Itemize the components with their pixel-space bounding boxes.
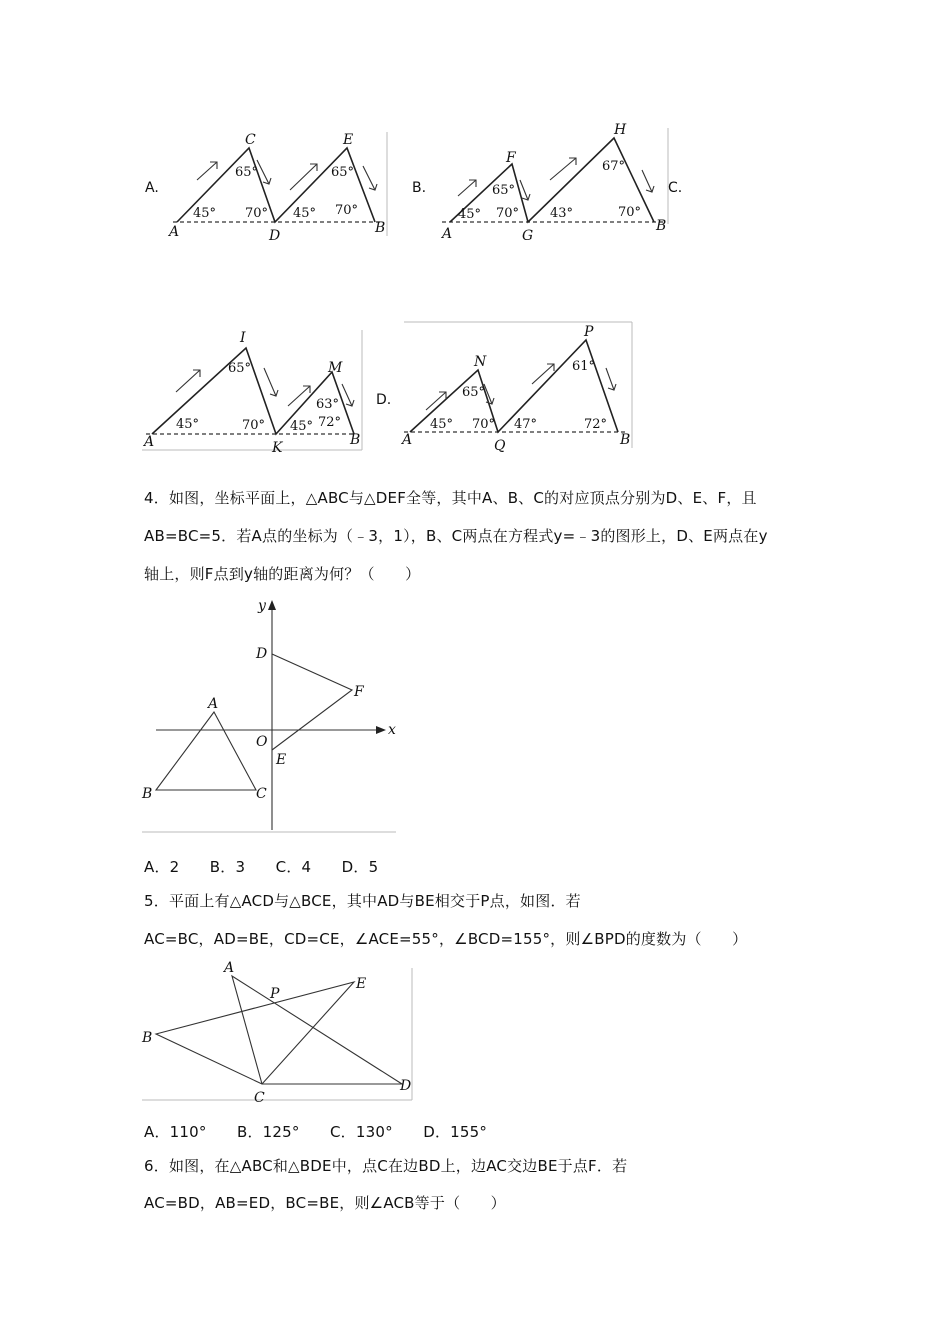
option-d-angle-2: 65° xyxy=(462,385,486,400)
q5-point-b-label: B xyxy=(142,1030,153,1046)
option-b-vertex-5: B xyxy=(656,218,667,234)
option-c-angle-3: 70° xyxy=(242,418,266,433)
option-d-angle-6: 72° xyxy=(584,417,608,432)
option-a-angle-2: 65° xyxy=(235,165,259,180)
option-c-letter[interactable]: C. xyxy=(668,180,683,196)
option-d-vertex-5: B xyxy=(620,432,631,448)
option-a-vertex-5: B xyxy=(375,220,386,236)
option-b-letter[interactable]: B. xyxy=(412,180,427,196)
option-b-angle-6: 70° xyxy=(618,205,642,220)
point-f-label: F xyxy=(354,684,364,700)
option-d-angle-5: 61° xyxy=(572,359,596,374)
q5-point-d-label: D xyxy=(400,1078,412,1094)
option-d-vertex-3: Q xyxy=(494,438,506,454)
option-c-angle-5: 63° xyxy=(316,397,340,412)
option-c-vertex-4: M xyxy=(328,360,343,376)
option-a-vertex-4: E xyxy=(343,132,354,148)
option-a-figure xyxy=(165,128,395,244)
q4-coordinate-figure xyxy=(142,596,398,836)
option-c-angle-4: 45° xyxy=(290,419,314,434)
x-axis-label: x xyxy=(388,722,396,738)
option-a-angle-5: 65° xyxy=(331,165,355,180)
q5-point-c-label: C xyxy=(254,1090,265,1106)
option-a-vertex-2: C xyxy=(245,132,256,148)
option-b-vertex-2: F xyxy=(506,150,516,166)
option-d-letter[interactable]: D. xyxy=(376,392,392,408)
option-d-angle-1: 45° xyxy=(430,417,454,432)
option-a-vertex-1: A xyxy=(169,224,180,240)
q4-line-1: 4．如图，坐标平面上，△ABC与△DEF全等，其中A、B、C的对应顶点分别为D、E、F，且 xyxy=(144,489,757,507)
point-e-label: E xyxy=(276,752,287,768)
option-b-angle-5: 67° xyxy=(602,159,626,174)
option-c-figure xyxy=(142,326,366,454)
q5-point-a-label: A xyxy=(224,960,235,976)
q4-line-3: 轴上，则F点到y轴的距离为何？（ ） xyxy=(144,565,421,583)
point-a-label: A xyxy=(208,696,219,712)
option-c-angle-6: 72° xyxy=(318,415,342,430)
option-b-vertex-4: H xyxy=(614,122,627,138)
option-b-vertex-3: G xyxy=(522,228,534,244)
option-c-angle-1: 45° xyxy=(176,417,200,432)
option-c-vertex-3: K xyxy=(272,440,283,456)
option-d-angle-4: 47° xyxy=(514,417,538,432)
option-a-angle-6: 70° xyxy=(335,203,359,218)
option-a-angle-1: 45° xyxy=(193,206,217,221)
q5-choices[interactable]: A．110° B．125° C．130° D．155° xyxy=(144,1123,488,1141)
q5-point-p-label: P xyxy=(270,986,280,1002)
option-c-vertex-5: B xyxy=(350,432,361,448)
option-a-angle-3: 70° xyxy=(245,206,269,221)
option-b-angle-3: 70° xyxy=(496,206,520,221)
q5-point-e-label: E xyxy=(356,976,367,992)
q5-line-2: AC=BC，AD=BE，CD=CE，∠ACE=55°，∠BCD=155°，则∠BPD的度数为（ ） xyxy=(144,930,748,948)
q4-line-2: AB=BC=5．若A点的坐标为（﹣3，1），B、C两点在方程式y=﹣3的图形上，D、E两点在y xyxy=(144,527,768,545)
option-c-angle-2: 65° xyxy=(228,361,252,376)
q6-line-1: 6．如图，在△ABC和△BDE中，点C在边BD上，边AC交边BE于点F．若 xyxy=(144,1157,628,1175)
point-d-label: D xyxy=(256,646,268,662)
option-c-vertex-1: A xyxy=(144,434,155,450)
point-c-label: C xyxy=(256,786,267,802)
y-axis-label: y xyxy=(258,598,266,614)
option-d-vertex-2: N xyxy=(474,354,487,370)
option-b-angle-4: 43° xyxy=(550,206,574,221)
origin-label: O xyxy=(256,734,268,750)
option-b-vertex-1: A xyxy=(442,226,453,242)
point-b-label: B xyxy=(142,786,153,802)
option-d-angle-3: 70° xyxy=(472,417,496,432)
option-c-vertex-2: I xyxy=(240,330,246,346)
q5-triangle-figure xyxy=(142,958,420,1108)
option-b-angle-2: 65° xyxy=(492,183,516,198)
q5-line-1: 5．平面上有△ACD与△BCE，其中AD与BE相交于P点，如图．若 xyxy=(144,892,581,910)
option-d-vertex-1: A xyxy=(402,432,413,448)
option-a-angle-4: 45° xyxy=(293,206,317,221)
option-d-vertex-4: P xyxy=(584,324,594,340)
option-d-figure xyxy=(400,318,636,452)
q6-line-2: AC=BD，AB=ED，BC=BE，则∠ACB等于（ ） xyxy=(144,1194,506,1212)
option-a-vertex-3: D xyxy=(269,228,281,244)
option-b-figure xyxy=(436,120,670,242)
option-b-angle-1: 45° xyxy=(458,207,482,222)
option-a-letter[interactable]: A. xyxy=(145,180,159,196)
q4-choices[interactable]: A．2 B．3 C．4 D．5 xyxy=(144,858,379,876)
